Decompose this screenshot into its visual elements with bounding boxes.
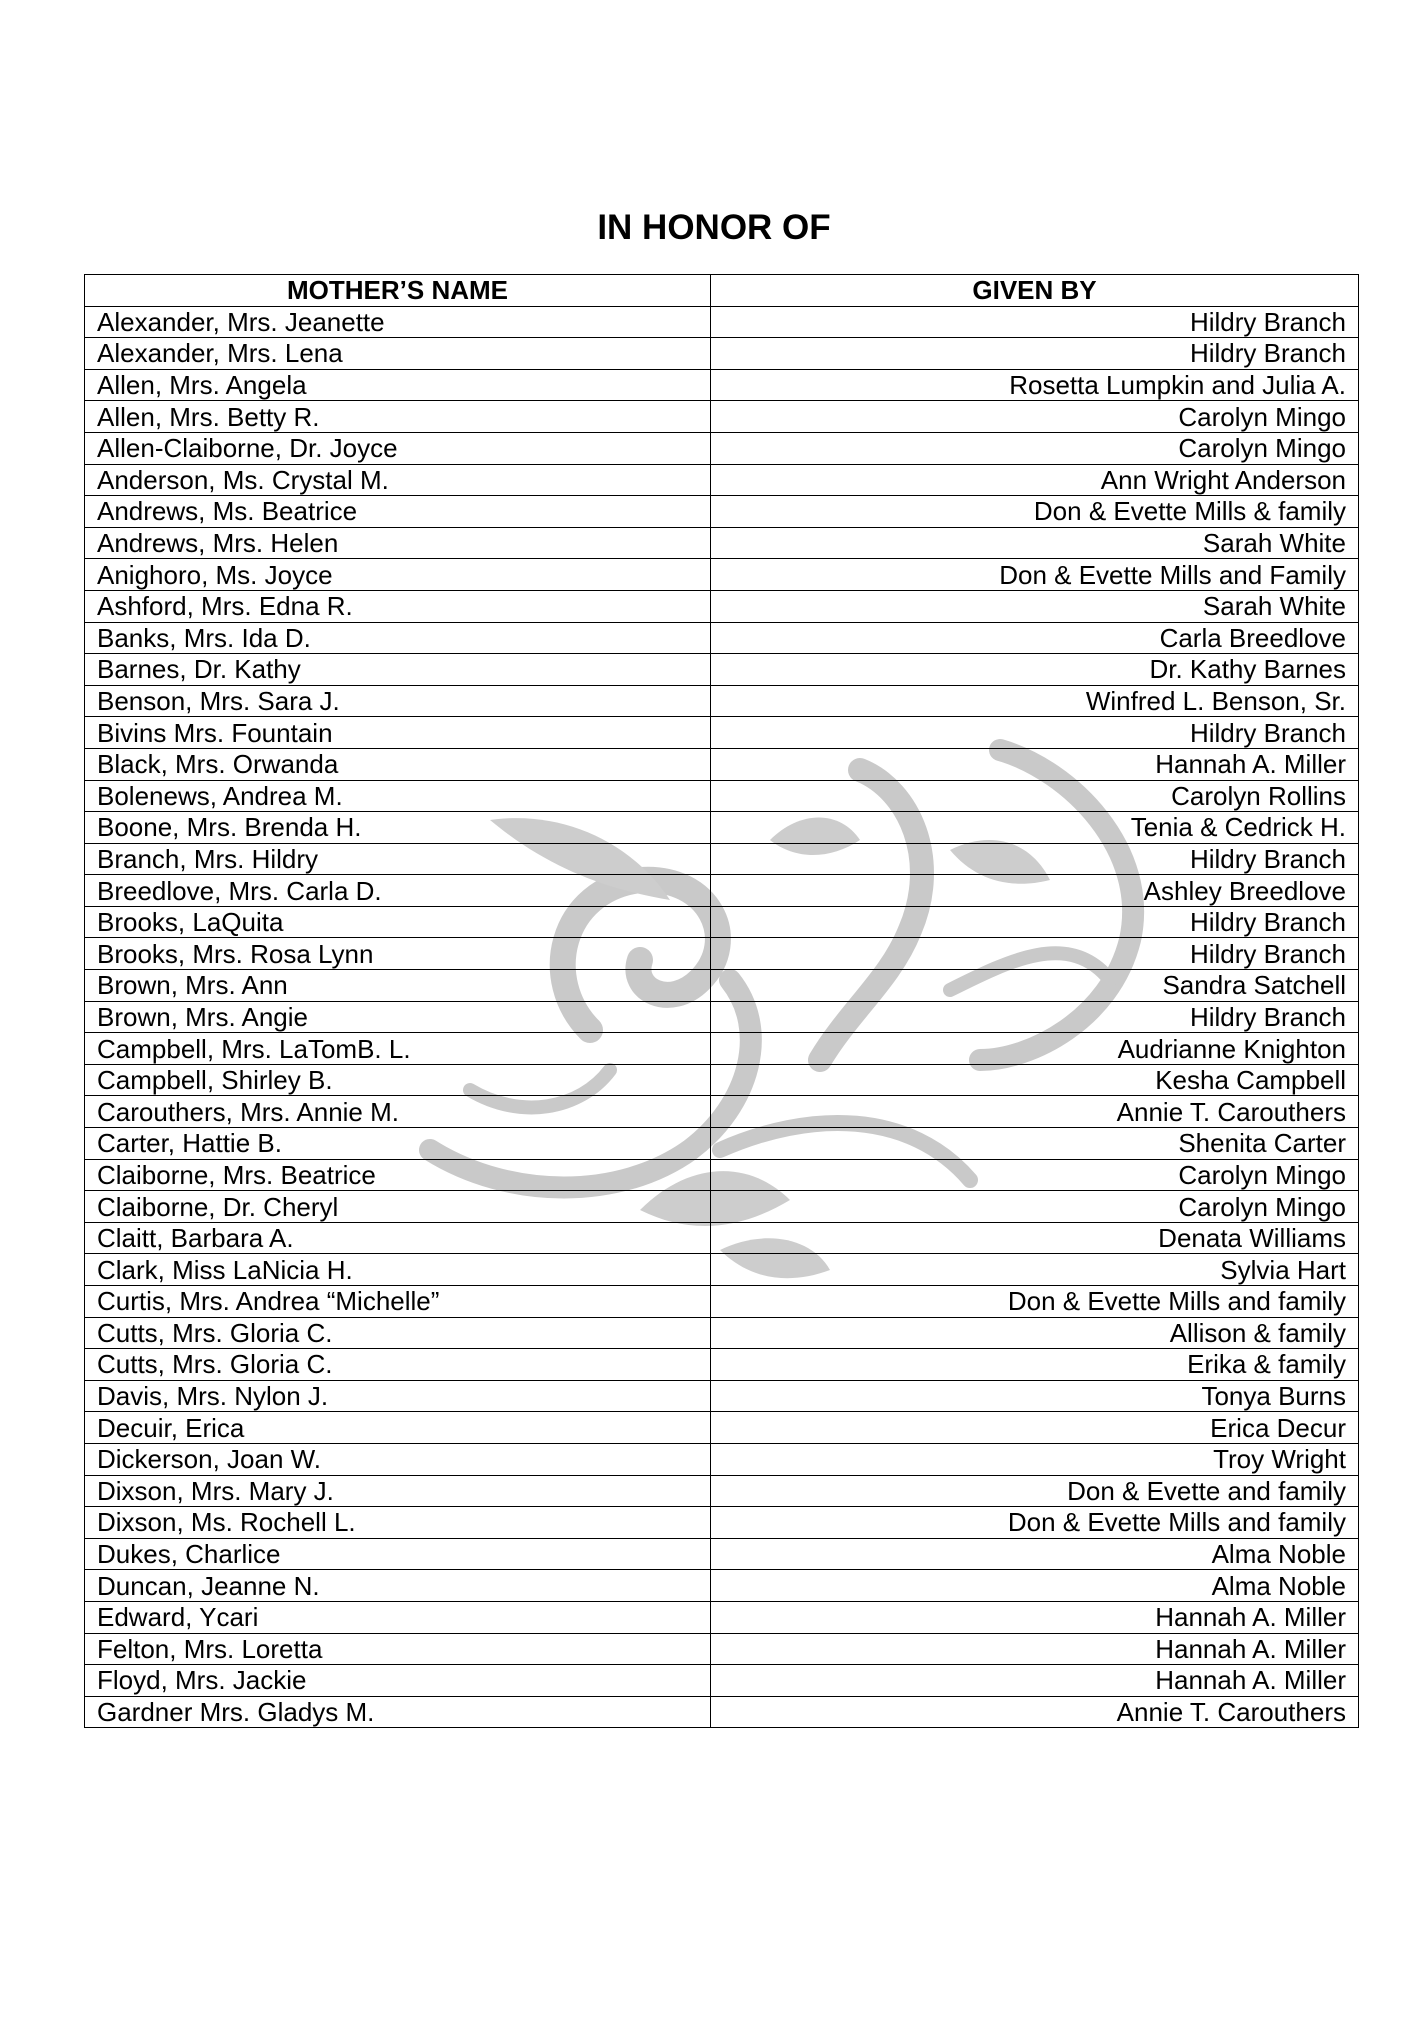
mother-name-cell: Carter, Hattie B. xyxy=(85,1128,711,1160)
given-by-cell: Allison & family xyxy=(711,1317,1359,1349)
given-by-cell: Hildry Branch xyxy=(711,938,1359,970)
given-by-cell: Erica Decur xyxy=(711,1412,1359,1444)
mother-name-cell: Dukes, Charlice xyxy=(85,1538,711,1570)
given-by-cell: Carla Breedlove xyxy=(711,622,1359,654)
mother-name-cell: Brown, Mrs. Ann xyxy=(85,970,711,1002)
given-by-cell: Don & Evette Mills and family xyxy=(711,1286,1359,1318)
table-row xyxy=(85,970,1359,1002)
mother-name-cell: Breedlove, Mrs. Carla D. xyxy=(85,875,711,907)
given-by-cell: Winfred L. Benson, Sr. xyxy=(711,685,1359,717)
table-row xyxy=(85,780,1359,812)
table-row xyxy=(85,559,1359,591)
mother-name-cell: Ashford, Mrs. Edna R. xyxy=(85,590,711,622)
table-row xyxy=(85,1601,1359,1633)
mother-name-cell: Claiborne, Mrs. Beatrice xyxy=(85,1159,711,1191)
table-row xyxy=(85,496,1359,528)
given-by-cell: Shenita Carter xyxy=(711,1128,1359,1160)
table-row xyxy=(85,1001,1359,1033)
given-by-cell: Hannah A. Miller xyxy=(711,1633,1359,1665)
given-by-cell: Ashley Breedlove xyxy=(711,875,1359,907)
mother-name-cell: Anighoro, Ms. Joyce xyxy=(85,559,711,591)
page-title: IN HONOR OF xyxy=(597,208,831,247)
mother-name-cell: Black, Mrs. Orwanda xyxy=(85,748,711,780)
table-row xyxy=(85,1475,1359,1507)
given-by-cell: Carolyn Mingo xyxy=(711,1191,1359,1223)
mother-name-cell: Anderson, Ms. Crystal M. xyxy=(85,464,711,496)
table-row xyxy=(85,1222,1359,1254)
mother-name-cell: Claiborne, Dr. Cheryl xyxy=(85,1191,711,1223)
given-by-cell: Erika & family xyxy=(711,1349,1359,1381)
table-row xyxy=(85,1286,1359,1318)
mother-name-cell: Brown, Mrs. Angie xyxy=(85,1001,711,1033)
table-row xyxy=(85,1096,1359,1128)
table-row xyxy=(85,1128,1359,1160)
mother-name-cell: Dixson, Ms. Rochell L. xyxy=(85,1507,711,1539)
table-row xyxy=(85,464,1359,496)
table-row xyxy=(85,812,1359,844)
table-row xyxy=(85,1570,1359,1602)
given-by-cell: Don & Evette and family xyxy=(711,1475,1359,1507)
given-by-cell: Troy Wright xyxy=(711,1443,1359,1475)
mother-name-cell: Branch, Mrs. Hildry xyxy=(85,843,711,875)
table-row xyxy=(85,527,1359,559)
given-by-cell: Don & Evette Mills & family xyxy=(711,496,1359,528)
table-row xyxy=(85,1538,1359,1570)
mother-name-cell: Allen-Claiborne, Dr. Joyce xyxy=(85,432,711,464)
given-by-cell: Sandra Satchell xyxy=(711,970,1359,1002)
mother-name-cell: Andrews, Mrs. Helen xyxy=(85,527,711,559)
table-row xyxy=(85,1665,1359,1697)
table-row xyxy=(85,1633,1359,1665)
table-header-row xyxy=(85,275,1359,307)
given-by-cell: Hildry Branch xyxy=(711,338,1359,370)
table-row xyxy=(85,1317,1359,1349)
mother-name-cell: Barnes, Dr. Kathy xyxy=(85,654,711,686)
table-row xyxy=(85,338,1359,370)
table-row xyxy=(85,432,1359,464)
given-by-cell: Alma Noble xyxy=(711,1570,1359,1602)
mother-name-cell: Benson, Mrs. Sara J. xyxy=(85,685,711,717)
mother-name-cell: Clark, Miss LaNicia H. xyxy=(85,1254,711,1286)
given-by-cell: Carolyn Mingo xyxy=(711,1159,1359,1191)
mother-name-cell: Alexander, Mrs. Lena xyxy=(85,338,711,370)
table-row xyxy=(85,685,1359,717)
mother-name-cell: Cutts, Mrs. Gloria C. xyxy=(85,1317,711,1349)
table-body xyxy=(85,306,1359,1728)
given-by-cell: Sarah White xyxy=(711,527,1359,559)
mother-name-cell: Carouthers, Mrs. Annie M. xyxy=(85,1096,711,1128)
mother-name-cell: Claitt, Barbara A. xyxy=(85,1222,711,1254)
mother-name-cell: Banks, Mrs. Ida D. xyxy=(85,622,711,654)
table-row xyxy=(85,1696,1359,1728)
given-by-cell: Don & Evette Mills and Family xyxy=(711,559,1359,591)
table-row xyxy=(85,654,1359,686)
mother-name-cell: Alexander, Mrs. Jeanette xyxy=(85,306,711,338)
column-header-given-by: GIVEN BY xyxy=(711,275,1359,307)
given-by-cell: Carolyn Rollins xyxy=(711,780,1359,812)
table-row xyxy=(85,1443,1359,1475)
given-by-cell: Hildry Branch xyxy=(711,906,1359,938)
given-by-cell: Hildry Branch xyxy=(711,717,1359,749)
given-by-cell: Tonya Burns xyxy=(711,1380,1359,1412)
mother-name-cell: Cutts, Mrs. Gloria C. xyxy=(85,1349,711,1381)
table-row xyxy=(85,843,1359,875)
honor-table xyxy=(84,274,1359,1728)
table-row xyxy=(85,1064,1359,1096)
mother-name-cell: Dickerson, Joan W. xyxy=(85,1443,711,1475)
mother-name-cell: Bolenews, Andrea M. xyxy=(85,780,711,812)
mother-name-cell: Bivins Mrs. Fountain xyxy=(85,717,711,749)
table-row xyxy=(85,1159,1359,1191)
mother-name-cell: Floyd, Mrs. Jackie xyxy=(85,1665,711,1697)
given-by-cell: Hannah A. Miller xyxy=(711,1601,1359,1633)
mother-name-cell: Allen, Mrs. Betty R. xyxy=(85,401,711,433)
given-by-cell: Hildry Branch xyxy=(711,1001,1359,1033)
table-row xyxy=(85,369,1359,401)
mother-name-cell: Curtis, Mrs. Andrea “Michelle” xyxy=(85,1286,711,1318)
table-row xyxy=(85,1254,1359,1286)
mother-name-cell: Campbell, Mrs. LaTomB. L. xyxy=(85,1033,711,1065)
given-by-cell: Hildry Branch xyxy=(711,306,1359,338)
mother-name-cell: Felton, Mrs. Loretta xyxy=(85,1633,711,1665)
table-row xyxy=(85,401,1359,433)
mother-name-cell: Decuir, Erica xyxy=(85,1412,711,1444)
table-row xyxy=(85,875,1359,907)
table-row xyxy=(85,748,1359,780)
table-row xyxy=(85,590,1359,622)
column-header-mothers-name: MOTHER’S NAME xyxy=(85,275,711,307)
given-by-cell: Tenia & Cedrick H. xyxy=(711,812,1359,844)
given-by-cell: Annie T. Carouthers xyxy=(711,1696,1359,1728)
mother-name-cell: Brooks, LaQuita xyxy=(85,906,711,938)
given-by-cell: Hildry Branch xyxy=(711,843,1359,875)
table-row xyxy=(85,1507,1359,1539)
mother-name-cell: Brooks, Mrs. Rosa Lynn xyxy=(85,938,711,970)
given-by-cell: Annie T. Carouthers xyxy=(711,1096,1359,1128)
mother-name-cell: Edward, Ycari xyxy=(85,1601,711,1633)
mother-name-cell: Davis, Mrs. Nylon J. xyxy=(85,1380,711,1412)
mother-name-cell: Dixson, Mrs. Mary J. xyxy=(85,1475,711,1507)
table-row xyxy=(85,938,1359,970)
table-row xyxy=(85,1033,1359,1065)
table-row xyxy=(85,1380,1359,1412)
mother-name-cell: Andrews, Ms. Beatrice xyxy=(85,496,711,528)
given-by-cell: Ann Wright Anderson xyxy=(711,464,1359,496)
mother-name-cell: Campbell, Shirley B. xyxy=(85,1064,711,1096)
given-by-cell: Carolyn Mingo xyxy=(711,432,1359,464)
given-by-cell: Audrianne Knighton xyxy=(711,1033,1359,1065)
table-row xyxy=(85,622,1359,654)
table-row xyxy=(85,1349,1359,1381)
given-by-cell: Rosetta Lumpkin and Julia A. xyxy=(711,369,1359,401)
given-by-cell: Kesha Campbell xyxy=(711,1064,1359,1096)
mother-name-cell: Duncan, Jeanne N. xyxy=(85,1570,711,1602)
table-row xyxy=(85,906,1359,938)
table-row xyxy=(85,717,1359,749)
given-by-cell: Carolyn Mingo xyxy=(711,401,1359,433)
mother-name-cell: Gardner Mrs. Gladys M. xyxy=(85,1696,711,1728)
table-row xyxy=(85,1191,1359,1223)
given-by-cell: Denata Williams xyxy=(711,1222,1359,1254)
table-row xyxy=(85,1412,1359,1444)
given-by-cell: Alma Noble xyxy=(711,1538,1359,1570)
given-by-cell: Sarah White xyxy=(711,590,1359,622)
table-row xyxy=(85,306,1359,338)
given-by-cell: Don & Evette Mills and family xyxy=(711,1507,1359,1539)
given-by-cell: Hannah A. Miller xyxy=(711,748,1359,780)
mother-name-cell: Boone, Mrs. Brenda H. xyxy=(85,812,711,844)
mother-name-cell: Allen, Mrs. Angela xyxy=(85,369,711,401)
given-by-cell: Dr. Kathy Barnes xyxy=(711,654,1359,686)
given-by-cell: Hannah A. Miller xyxy=(711,1665,1359,1697)
given-by-cell: Sylvia Hart xyxy=(711,1254,1359,1286)
